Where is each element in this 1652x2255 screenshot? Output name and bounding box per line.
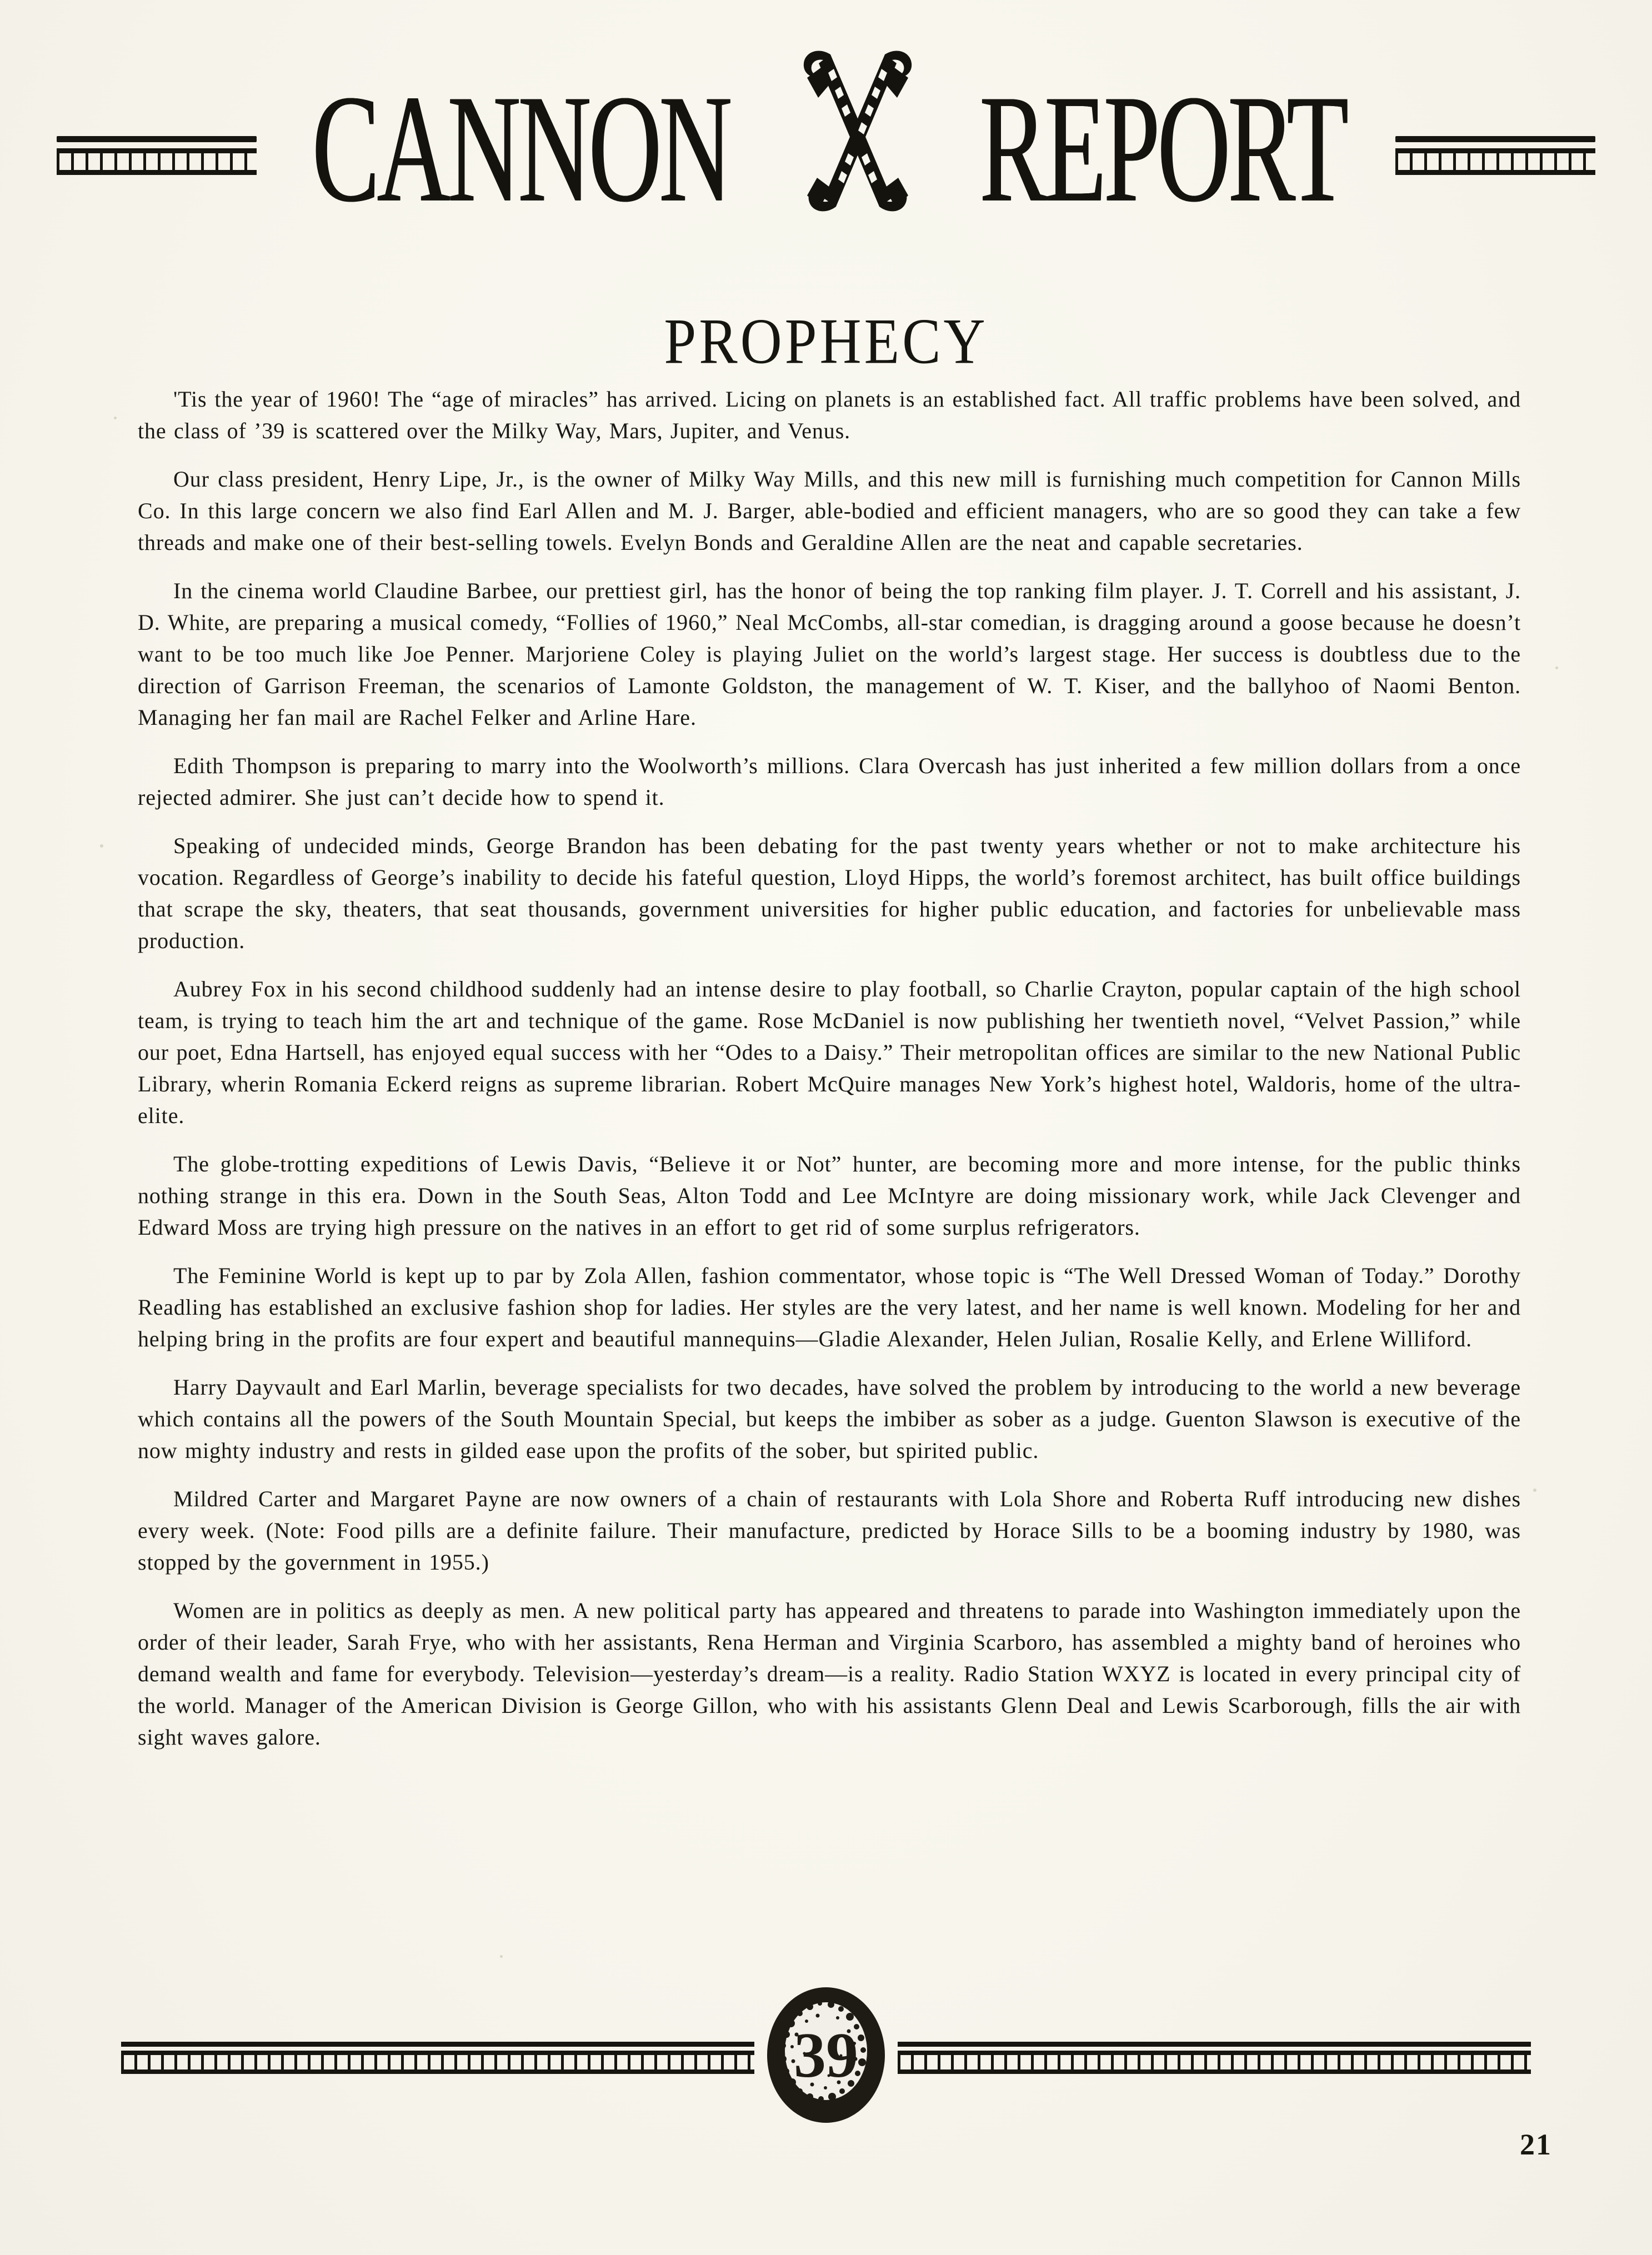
crossed-cannon-rammers-icon (783, 44, 933, 217)
ornament-rule (121, 2042, 754, 2047)
ornament-ladder (898, 2051, 1531, 2074)
paragraph: Edith Thompson is preparing to marry into the Woolworth’s millions. Clara Overcash has just inherited a few million dollars from a once rejected admirer. She just can’t decide how to spend it. (138, 753, 1521, 810)
masthead-word-report: REPORT (979, 63, 1346, 234)
paragraph: In the cinema world Claudine Barbee, our prettiest girl, has the honor of being the top ranking film player. J. T. Correll and his assistant, J. D. White, are preparing a musical comedy, “Follies of 1960,” Neal McCombs, all-star comedian, is dragging around a goose because he doesn’t want to be too much like Joe Penner. Marjoriene Coley is playing Juliet on the world’s largest stage. Her success is doubtless due to the direction of Garrison Freeman, the scenarios of Lamonte Goldston, the management of W. T. Kiser, and the ballyhoo of Naomi Benton. Managing her fan mail are Rachel Felker and Arline Hare. (138, 578, 1521, 730)
class-year-39-medallion (762, 1983, 890, 2127)
paragraph: Women are in politics as deeply as men. A new political party has appeared and threatens to parade into Washington immediately upon the order of their leader, Sarah Frye, who with her assistants, Rena Herman and Virginia Scarboro, has assembled a mighty band of heroines who demand wealth and fame for everybody. Television—yesterday’s dream—is a reality. Radio Station WXYZ is located in every principal city of the world. Manager of the American Division is George Gillon, who with his assistants Glenn Deal and Lewis Scarborough, fills the air with sight waves galore. (138, 1598, 1521, 1750)
footer-ornament-right (898, 2038, 1531, 2072)
scan-speck (1555, 667, 1558, 669)
scan-speck (1533, 1489, 1536, 1492)
paragraph: Aubrey Fox in his second childhood suddenly had an intense desire to play football, so Charlie Crayton, popular captain of the high school team, is trying to teach him the art and technique of the game. Rose McDaniel is now publishing her twentieth novel, “Velvet Passion,” while our poet, Edna Hartsell, has enjoyed equal success with her “Odes to a Daisy.” Their metropolitan offices are similar to the new National Public Library, wherin Romania Eckerd reigns as supreme librarian. Robert McQuire manages New York’s highest hotel, Waldoris, home of the ultra-elite. (138, 976, 1521, 1128)
footer-ornament-left (121, 2038, 754, 2072)
ornament-ladder (57, 148, 257, 175)
ornament-rule (898, 2042, 1531, 2047)
masthead-word-cannon: CANNON (312, 63, 730, 234)
scan-speck (100, 844, 103, 848)
paragraph: Our class president, Henry Lipe, Jr., is the owner of Milky Way Mills, and this new mill is furnishing much competition for Cannon Mills Co. In this large concern we also find Earl Allen and M. J. Barger, able-bodied and efficient managers, who are so good they can take a few threads and make one of their best-selling towels. Evelyn Bonds and Geraldine Allen are the neat and capable secretaries. (138, 467, 1521, 555)
prophecy-body (138, 383, 1521, 1753)
paragraph: The Feminine World is kept up to par by Zola Allen, fashion commentator, whose topic is “The Well Dressed Woman of Today.” Dorothy Readling has established an exclusive fashion shop for ladies. Her styles are the very latest, and her name is well known. Modeling for her and helping bring in the profits are four expert and beautiful mannequins—Gladie Alexander, Helen Julian, Rosalie Kelly, and Erlene Williford. (138, 1263, 1521, 1351)
ornament-rule (57, 136, 257, 142)
paragraph: Speaking of undecided minds, George Brandon has been debating for the past twenty years whether or not to make architecture his vocation. Regardless of George’s inability to decide his fateful question, Lloyd Hipps, the world’s foremost architect, has built office buildings that scrape the sky, theaters, that seat thousands, government universities for higher public education, and factories for unbelievable mass production. (138, 833, 1521, 953)
ornament-rule (1395, 136, 1595, 142)
medallion-year-label: 39 (794, 2020, 858, 2091)
scan-speck (500, 1955, 503, 1958)
paragraph: 'Tis the year of 1960! The “age of miracles” has arrived. Licing on planets is an established fact. All traffic problems have been solved, and the class of ’39 is scattered over the Milky Way, Mars, Jupiter, and Venus. (138, 387, 1521, 443)
page-footer (0, 1994, 1652, 2116)
ornament-ladder (121, 2051, 754, 2074)
paragraph: Mildred Carter and Margaret Payne are now owners of a chain of restaurants with Lola Shore and Roberta Ruff introducing new dishes every week. (Note: Food pills are a definite failure. Their manufacture, predicted by Horace Sills to be a booming industry by 1980, was stopped by the government in 1955.) (138, 1486, 1521, 1575)
paragraph: Harry Dayvault and Earl Marlin, beverage specialists for two decades, have solved the problem by introducing to the world a new beverage which contains all the powers of the South Mountain Special, but keeps the imbiber as sober as a judge. Guenton Slawson is executive of the now mighty industry and rests in gilded ease upon the profits of the sober, but spirited public. (138, 1375, 1521, 1463)
paragraph: The globe-trotting expeditions of Lewis Davis, “Believe it or Not” hunter, are becoming more and more intense, for the public thinks nothing strange in this era. Down in the South Seas, Alton Todd and Lee McIntyre are doing missionary work, while Jack Clevenger and Edward Moss are trying high pressure on the natives in an effort to get rid of some surplus refrigerators. (138, 1151, 1521, 1240)
masthead-ornament-left (57, 128, 257, 169)
page-title: PROPHECY (664, 305, 988, 378)
scan-speck (114, 417, 117, 419)
masthead (0, 63, 1652, 234)
masthead-ornament-right (1395, 128, 1595, 169)
page-number: 21 (1520, 2128, 1552, 2161)
ornament-ladder (1395, 148, 1595, 175)
